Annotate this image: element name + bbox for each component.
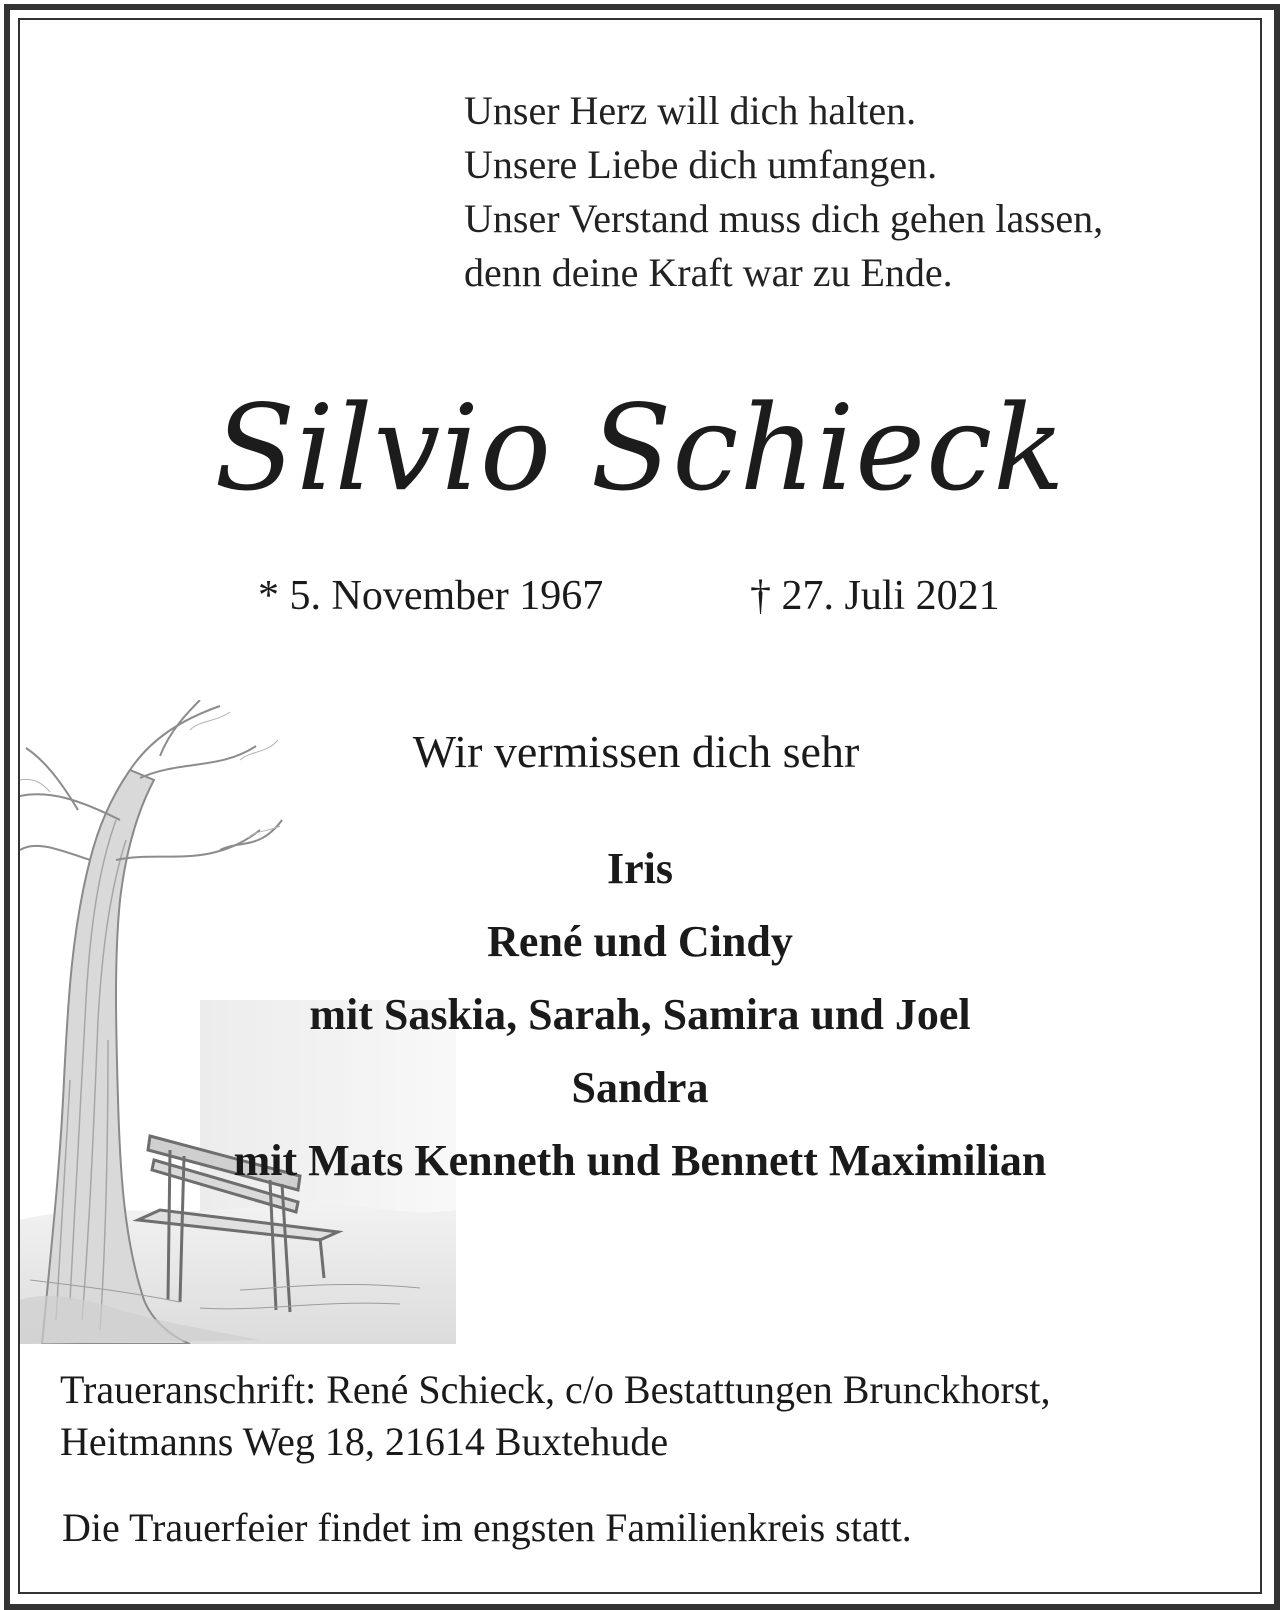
deceased-name: Silvio Schieck	[214, 379, 1066, 517]
death-date: † 27. Juli 2021	[750, 573, 1000, 619]
message-text: Wir vermissen dich sehr	[412, 726, 860, 777]
mourner-line: mit Mats Kenneth und Bennett Maximilian	[233, 1136, 1047, 1185]
ceremony-note: Die Trauerfeier findet im engsten Familienkreis statt.	[62, 1505, 912, 1550]
birth-date: * 5. November 1967	[258, 573, 604, 619]
mourner-line: Iris	[607, 844, 673, 893]
mourner-line: Sandra	[571, 1063, 709, 1112]
mourning-address	[60, 1364, 1051, 1468]
address-line: Traueranschrift: René Schieck, c/o Bestattungen Brunckhorst,	[60, 1367, 1051, 1412]
address-line: Heitmanns Weg 18, 21614 Buxtehude	[60, 1419, 669, 1464]
message	[0, 722, 1280, 782]
poem-line: Unsere Liebe dich umfangen.	[464, 142, 938, 187]
mourner-line: mit Saskia, Sarah, Samira und Joel	[309, 990, 971, 1039]
poem-line: Unser Verstand muss dich gehen lassen,	[464, 196, 1104, 241]
poem-line: denn deine Kraft war zu Ende.	[464, 250, 953, 295]
mourner-line: René und Cindy	[487, 917, 793, 966]
mourners-list	[0, 832, 1280, 1197]
poem-line: Unser Herz will dich halten.	[464, 88, 917, 133]
poem	[464, 84, 1103, 300]
